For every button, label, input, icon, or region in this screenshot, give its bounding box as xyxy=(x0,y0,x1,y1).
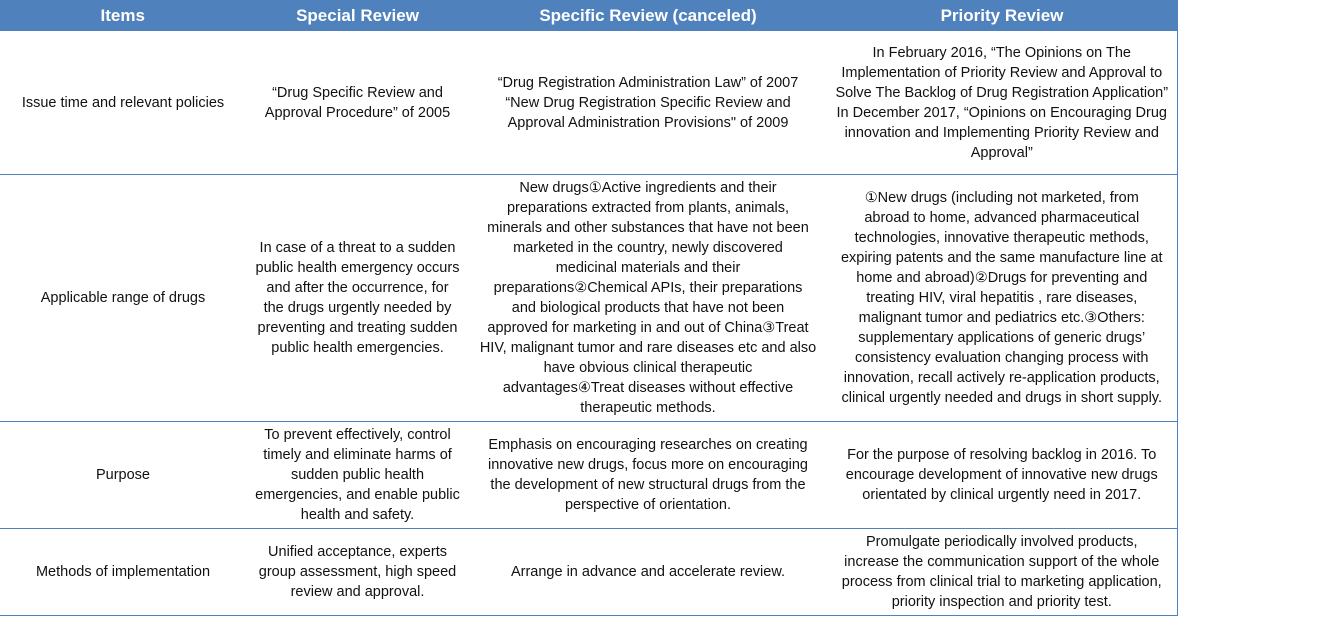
header-priority-review: Priority Review xyxy=(827,0,1177,31)
cell-special: Unified acceptance, experts group assessment, high speed review and approval. xyxy=(246,529,469,616)
cell-special: To prevent effectively, control timely and eliminate harms of sudden public health emergencies, and enable public health and safety. xyxy=(246,422,469,529)
cell-priority: In February 2016, “The Opinions on The Implementation of Priority Review and Approval to Solve The Backlog of Drug Registration Application” In December 2017, “Opinions on Encouraging Drug innovation and Implementing Priority Review and Approval” xyxy=(827,31,1177,175)
cell-specific: Emphasis on encouraging researches on creating innovative new drugs, focus more on encouraging the development of new structural drugs from the perspective of orientation. xyxy=(469,422,827,529)
cell-specific: New drugs①Active ingredients and their preparations extracted from plants, animals, minerals and other substances that have not been marketed in the country, newly discovered medicinal materials and their preparations②Chemical APIs, their preparations and biological products that have not been approved for marketing in and out of China③Treat HIV, malignant tumor and rare diseases etc and also have obvious clinical therapeutic advantages④Treat diseases without effective therapeutic methods. xyxy=(469,175,827,422)
header-specific-review: Specific Review (canceled) xyxy=(469,0,827,31)
table-row xyxy=(0,529,1177,616)
cell-special: “Drug Specific Review and Approval Procedure” of 2005 xyxy=(246,31,469,175)
table-row xyxy=(0,175,1177,422)
row-label: Applicable range of drugs xyxy=(0,175,246,422)
cell-special: In case of a threat to a sudden public health emergency occurs and after the occurrence, for the drugs urgently needed by preventing and treating sudden public health emergencies. xyxy=(246,175,469,422)
cell-priority: Promulgate periodically involved products, increase the communication support of the whole process from clinical trial to marketing application, priority inspection and priority test. xyxy=(827,529,1177,616)
header-items: Items xyxy=(0,0,246,31)
cell-specific: “Drug Registration Administration Law” of 2007 “New Drug Registration Specific Review and Approval Administration Provisions" of 2009 xyxy=(469,31,827,175)
header-row xyxy=(0,0,1177,31)
header-special-review: Special Review xyxy=(246,0,469,31)
cell-priority: ①New drugs (including not marketed, from abroad to home, advanced pharmaceutical technologies, innovative therapeutic methods, expiring patents and the same manufacture line at home and abroad)②Drugs for preventing and treating HIV, viral hepatitis , rare diseases, malignant tumor and pediatrics etc.③Others: supplementary applications of generic drugs’ consistency evaluation changing process with innovation, recall actively re-application products, clinical urgently needed and drugs in short supply. xyxy=(827,175,1177,422)
table-row xyxy=(0,422,1177,529)
row-label: Issue time and relevant policies xyxy=(0,31,246,175)
table-row xyxy=(0,31,1177,175)
row-label: Purpose xyxy=(0,422,246,529)
row-label: Methods of implementation xyxy=(0,529,246,616)
cell-priority: For the purpose of resolving backlog in 2016. To encourage development of innovative new drugs orientated by clinical urgently need in 2017. xyxy=(827,422,1177,529)
cell-specific: Arrange in advance and accelerate review. xyxy=(469,529,827,616)
